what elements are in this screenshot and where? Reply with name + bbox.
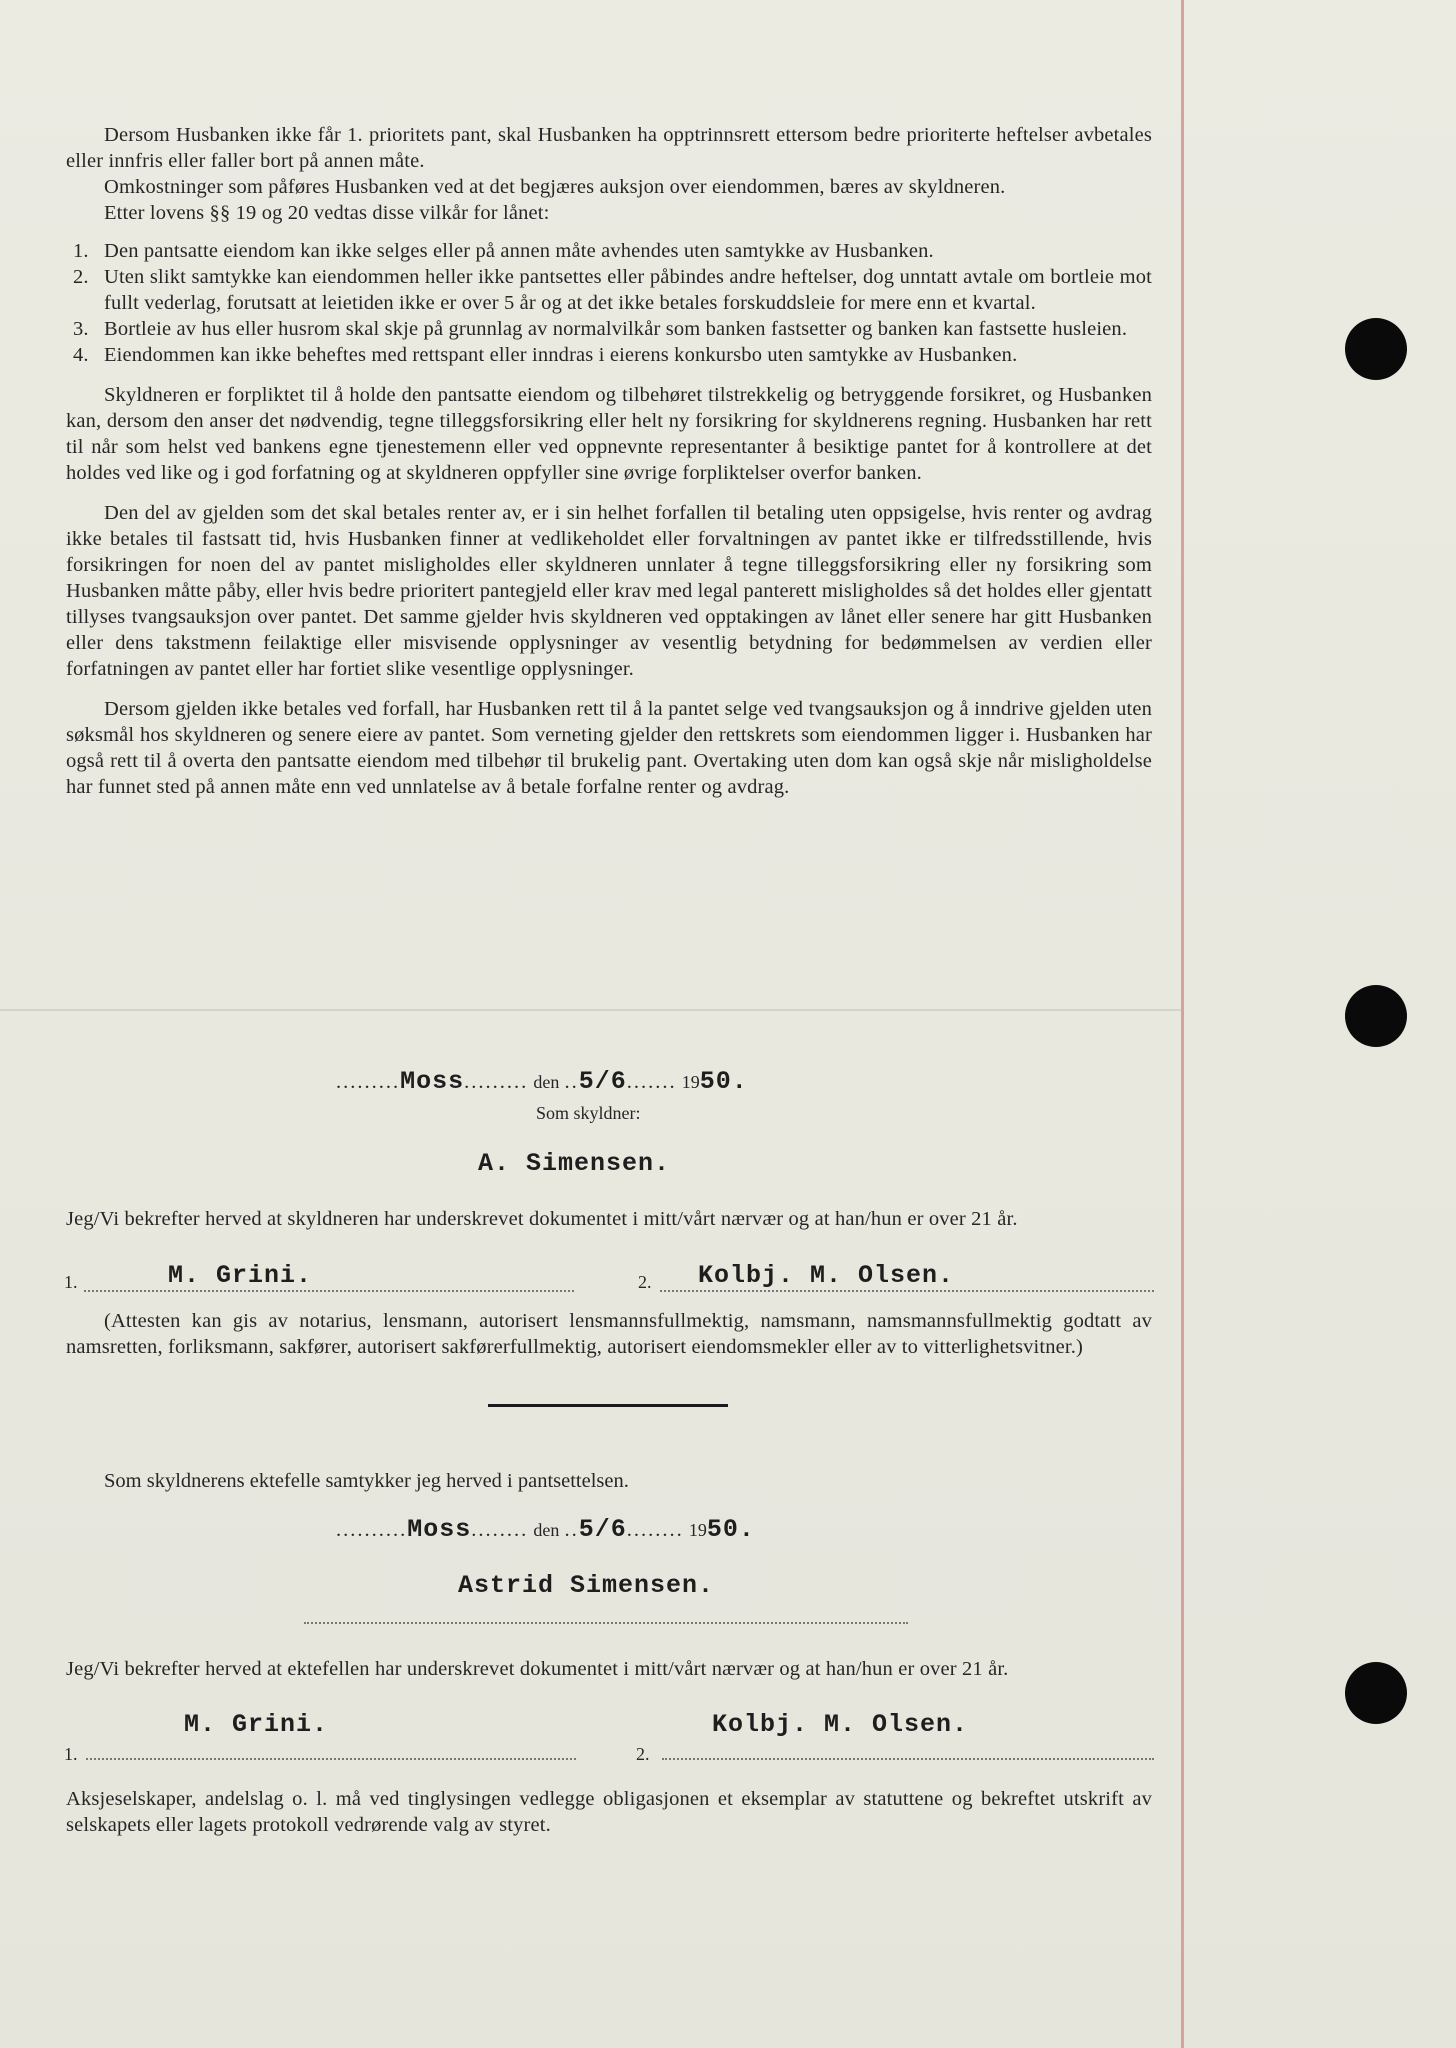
signature-line [86,1758,576,1760]
intro-paragraph: Etter lovens §§ 19 og 20 vedtas disse vilkår for lånet: [104,202,550,224]
year-suffix: 50. [706,1515,755,1544]
witness-signature: M. Grini. [168,1261,313,1290]
body-paragraph: Skyldneren er forpliktet til å holde den pantsatte eiendom og tilbehøret tilstrekkelig og betryggende forsikret, og Husbanken kan, dersom den anser det nødvendig, tegne tilleggsforsikring eller helt ny forsikring for skyldnerens regning. Husbanken har rett til når som helst ved bankens egne tjenestemenn eller ved oppnevnte representanter å besiktige pantet for å kontrollere at det holdes ved like og i god forfatning og at skyldneren oppfyller sine øvrige forpliktelser overfor banken. [66,384,1152,484]
den-label: den [533,1520,560,1540]
intro-paragraph: Dersom Husbanken ikke får 1. prioritets pant, skal Husbanken ha opptrinnsrett ettersom bedre prioriterte heftelser avbetales eller innfris eller faller bort på annen måte. [66,124,1152,172]
spouse-place: Moss [407,1515,472,1544]
witness-number: 1. [64,1744,78,1764]
body-text [66,122,1152,800]
page-fold-line [0,1009,1181,1011]
term-text: Eiendommen kan ikke beheftes med rettspant eller inndras i eierens konkursbo uten samtykke av Husbanken. [104,344,1018,366]
witness-number: 1. [64,1272,78,1292]
signature-line [660,1290,1154,1292]
signature-line [84,1290,574,1292]
punch-hole [1345,985,1407,1047]
debtor-place-date-line: .........Moss......... den ..5/6....... 1950. [336,1067,748,1096]
body-paragraph: Den del av gjelden som det skal betales renter av, er i sin helhet forfallen til betaling uten oppsigelse, hvis renter og avdrag ikke betales til fastsatt tid, hvis Husbanken finner at vedlikeholdet eller forvaltningen av pantet ikke er tilfredsstillende, hvis forsikringen for noen del av pantet misligholdes eller skyldneren unnlater å tegne tilleggsforsikring eller ny forsikring som Husbanken måtte påby, eller hvis bedre prioritert pantegjeld eller krav med legal panterett misligholdes så det holdes eller gjentatt tillyses tvangsauksjon over pantet. Det samme gjelder hvis skyldneren ved opptakingen av lånet eller senere har gitt Husbanken eller dens takstmenn feilaktige eller misvisende opplysninger av vesentlig betydning for bedømmelsen av verdien eller forfatningen av pantet eller har fortiet slike vesentlige opplysninger. [66,502,1152,680]
term-item [66,264,1152,316]
debtor-place: Moss [400,1067,465,1096]
margin-rule [1181,0,1184,2048]
term-item [66,316,1152,342]
year-prefix: 19 [681,1072,700,1092]
punch-hole [1345,318,1407,380]
loan-terms-list [66,238,1152,368]
section-divider [488,1404,728,1407]
intro-paragraph: Omkostninger som påføres Husbanken ved at det begjæres auksjon over eiendommen, bæres av skyldneren. [104,176,1006,198]
signature-line [662,1758,1154,1760]
witness-signature: Kolbj. M. Olsen. [698,1261,955,1290]
body-paragraph: Dersom gjelden ikke betales ved forfall, har Husbanken rett til å la pantet selge ved tvangsauksjon og å inndrive gjelden uten søksmål hos skyldneren og senere eiere av pantet. Som verneting gjelder den rettskrets som eiendommen ligger i. Husbanken har også rett til å overta den pantsatte eiendom med tilbehør til brukelig pant. Overtaking uten dom kan også skje når misligholdelse har funnet sted på annen måte enn ved unnlatelse av å betale forfalne renter og avdrag. [66,698,1152,798]
punch-hole [1345,1662,1407,1724]
witness-signature: M. Grini. [184,1710,329,1739]
attest-note: (Attesten kan gis av notarius, lensmann, autorisert lensmannsfullmektig, namsmann, namsmannsfullmektig godtatt av namsretten, forliksmann, sakfører, autorisert sakførerfullmektig, autorisert eiendomsmekler eller av to vitterlighetsvitner.) [66,1310,1152,1358]
spouse-date: 5/6 [578,1515,627,1544]
term-text: Den pantsatte eiendom kan ikke selges eller på annen måte avhendes uten samtykke av Husbanken. [104,240,934,262]
term-number: 4. [73,344,89,366]
witness-number: 2. [636,1744,650,1764]
term-number: 2. [73,266,89,288]
debtor-date: 5/6 [578,1067,627,1096]
debtor-role-label: Som skyldner: [536,1103,641,1123]
year-prefix: 19 [688,1520,707,1540]
term-number: 1. [73,240,89,262]
den-label: den [533,1072,560,1092]
signature-line [304,1622,908,1624]
spouse-consent-text: Som skyldnerens ektefelle samtykker jeg herved i pantsettelsen. [104,1470,629,1492]
witness-signature: Kolbj. M. Olsen. [712,1710,969,1739]
witness-statement-1: Jeg/Vi bekrefter herved at skyldneren har underskrevet dokumentet i mitt/vårt nærvær og at han/hun er over 21 år. [66,1208,1018,1230]
witness-number: 2. [638,1272,652,1292]
term-item [66,342,1152,368]
year-suffix: 50. [699,1067,748,1096]
term-text: Uten slikt samtykke kan eiendommen heller ikke pantsettes eller påbindes andre heftelser, dog unntatt avtale om bortleie mot fullt vederlag, forutsatt at leietiden ikke er over 5 år og at det ikke betales forskuddsleie for mere enn et kvartal. [104,266,1152,314]
term-item [66,238,1152,264]
footer-note: Aksjeselskaper, andelslag o. l. må ved tinglysingen vedlegge obligasjonen et eksemplar av statuttene og bekreftet utskrift av selskapets eller lagets protokoll vedrørende valg av styret. [66,1788,1152,1836]
term-text: Bortleie av hus eller husrom skal skje på grunnlag av normalvilkår som banken fastsetter og banken kan fastsette husleien. [104,318,1128,340]
term-number: 3. [73,318,89,340]
spouse-signature: Astrid Simensen. [458,1571,715,1600]
debtor-signature: A. Simensen. [478,1149,671,1178]
spouse-place-date-line: ..........Moss........ den ..5/6........ 1950. [336,1515,755,1544]
witness-statement-2: Jeg/Vi bekrefter herved at ektefellen har underskrevet dokumentet i mitt/vårt nærvær og at han/hun er over 21 år. [66,1658,1009,1680]
